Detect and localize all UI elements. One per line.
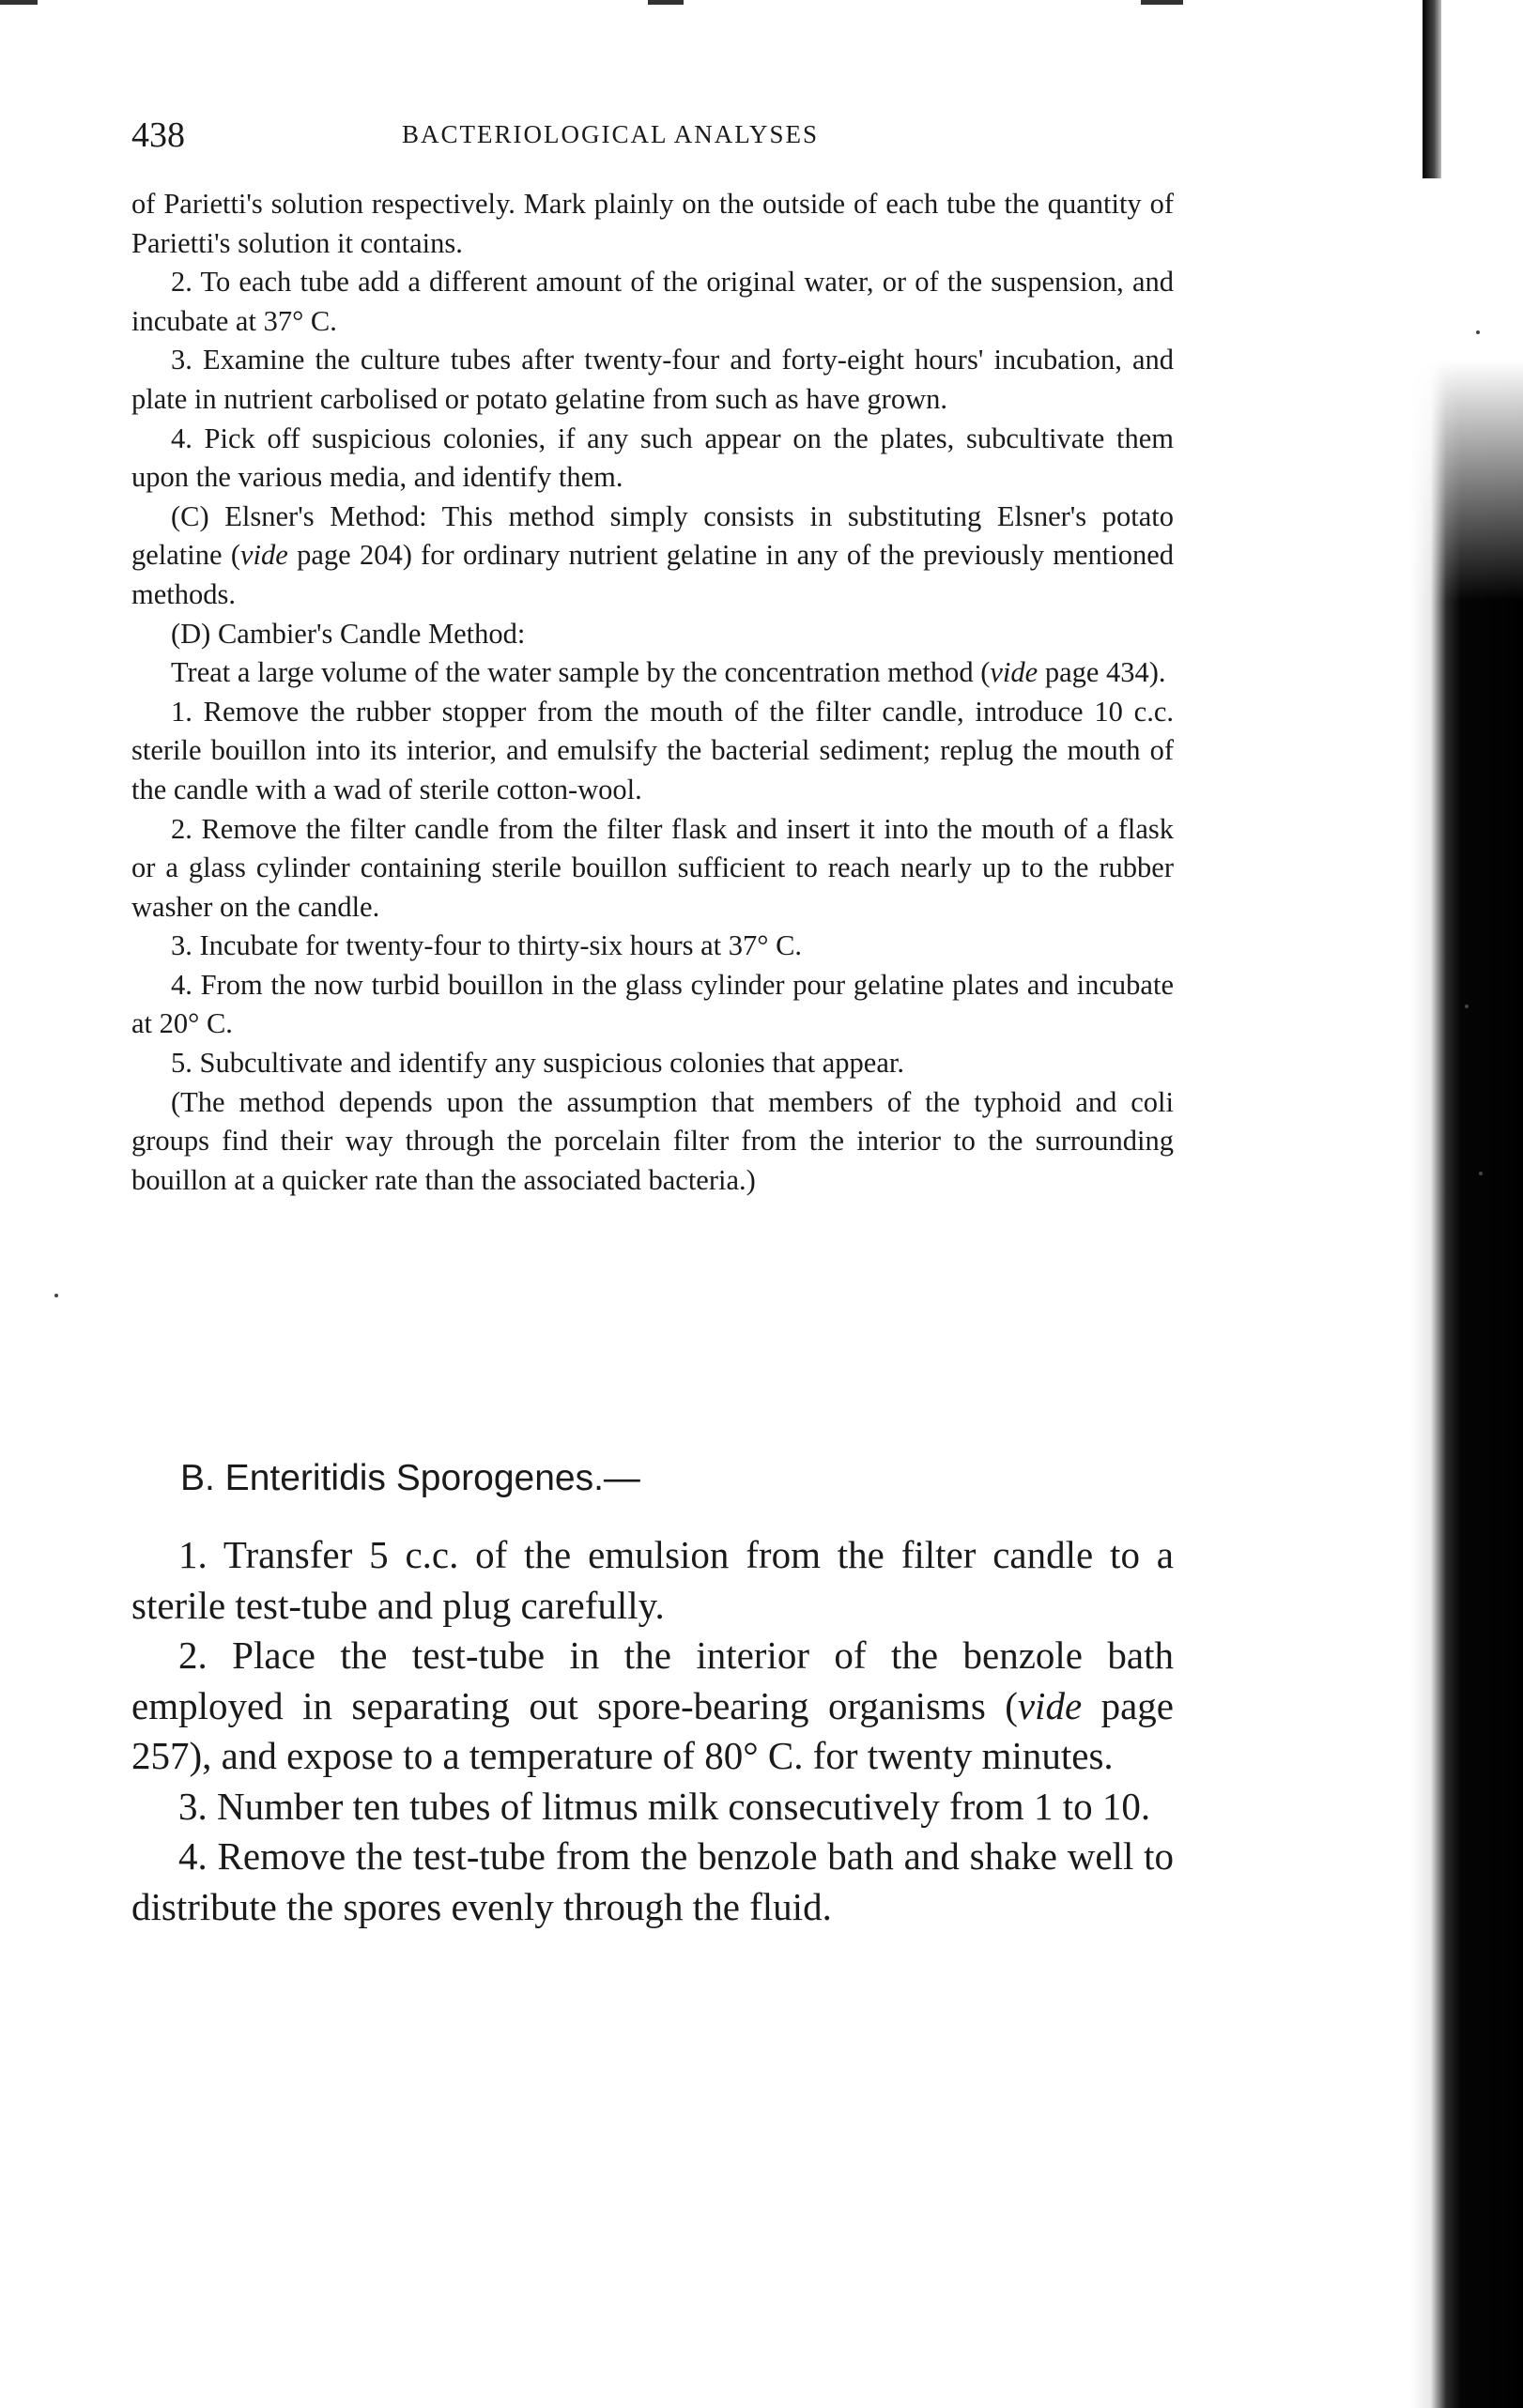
- list-item: 2. Remove the filter candle from the filter flask and insert it into the mouth of a flask or a glass cylinder containing sterile bouillon sufficient to reach nearly up to the rubber washer on the candle.: [131, 812, 1174, 923]
- list-item: 3. Examine the culture tubes after twenty-four and forty-eight hours' incubation, and plate in nutrient carbolised or potato gelatine from such as have grown.: [131, 344, 1174, 415]
- list-item: 5. Subcultivate and identify any suspicious colonies that appear.: [171, 1047, 904, 1080]
- text-run: (C) Elsner's Method: This method simply consists in substituting Elsner's potato gelatine (: [131, 499, 1174, 572]
- page-edge-notch: [1423, 0, 1441, 178]
- scan-mark-left: [0, 0, 38, 5]
- speck: [1476, 330, 1480, 334]
- speck: [54, 1294, 58, 1297]
- cambier-title: (D) Cambier's Candle Method:: [171, 617, 526, 650]
- list-item: 3. Incubate for twenty-four to thirty-six hours at 37° C.: [171, 929, 803, 962]
- section-heading: B. Enteritidis Sporogenes.—: [180, 1458, 640, 1498]
- page-header: [131, 115, 1174, 161]
- list-item: 2. To each tube add a different amount of the original water, or of the suspension, and incubate at 37° C.: [131, 266, 1174, 337]
- paragraph-elsner: [131, 498, 1174, 615]
- list-item: 4. Pick off suspicious colonies, if any such appear on the plates, subcultivate them upon the various media, and identify them.: [131, 422, 1174, 494]
- text-run: page 257), and expose to a temperature of 80° C. for twenty minutes.: [131, 1683, 1174, 1777]
- scan-mark-right: [1141, 0, 1183, 5]
- list-item: 1. Remove the rubber stopper from the mouth of the filter candle, introduce 10 c.c. sterile bouillon into its interior, and emulsify the bacterial sediment; replug the mouth of the candle with a wad of sterile cotton-wool.: [131, 695, 1174, 805]
- running-head: BACTERIOLOGICAL ANALYSES: [402, 120, 820, 148]
- speck: [1465, 1005, 1469, 1008]
- text-run: 2. Place the test-tube in the interior of the benzole bath employed in separating out spore-bearing organisms (: [131, 1633, 1174, 1727]
- large-text-block: [131, 1530, 1174, 1932]
- italic-vide: vide: [239, 539, 288, 572]
- page-edge-shadow: [1410, 0, 1523, 2408]
- page-number: 438: [131, 115, 185, 155]
- paragraph-cambier-intro: [131, 653, 1174, 693]
- italic-vide: vide: [1017, 1683, 1083, 1727]
- italic-vide: vide: [990, 656, 1038, 689]
- text-run: page 434).: [1038, 656, 1166, 689]
- text-run: Treat a large volume of the water sample by the concentration method (: [171, 656, 991, 689]
- list-item: 1. Transfer 5 c.c. of the emulsion from the filter candle to a sterile test-tube and plug carefully.: [131, 1533, 1174, 1627]
- paragraph-note: (The method depends upon the assumption that members of the typhoid and coli groups find their way through the porcelain filter from the interior to the surrounding bouillon at a quicker rate than the associated bacteria.): [131, 1085, 1174, 1196]
- small-text-block: [131, 185, 1174, 1200]
- speck: [1479, 1172, 1483, 1175]
- list-item: 4. Remove the test-tube from the benzole bath and shake well to distribute the spores evenly through the fluid.: [131, 1834, 1174, 1928]
- paragraph-parietti: of Parietti's solution respectively. Mark plainly on the outside of each tube the quantity of Parietti's solution it contains.: [131, 188, 1174, 259]
- list-item: 3. Number ten tubes of litmus milk consecutively from 1 to 10.: [178, 1784, 1151, 1828]
- text-run: page 204) for ordinary nutrient gelatine in any of the previously mentioned methods.: [131, 539, 1174, 610]
- scan-mark-center: [648, 0, 684, 5]
- list-item: [131, 1631, 1174, 1782]
- list-item: 4. From the now turbid bouillon in the glass cylinder pour gelatine plates and incubate at 20° C.: [131, 968, 1174, 1040]
